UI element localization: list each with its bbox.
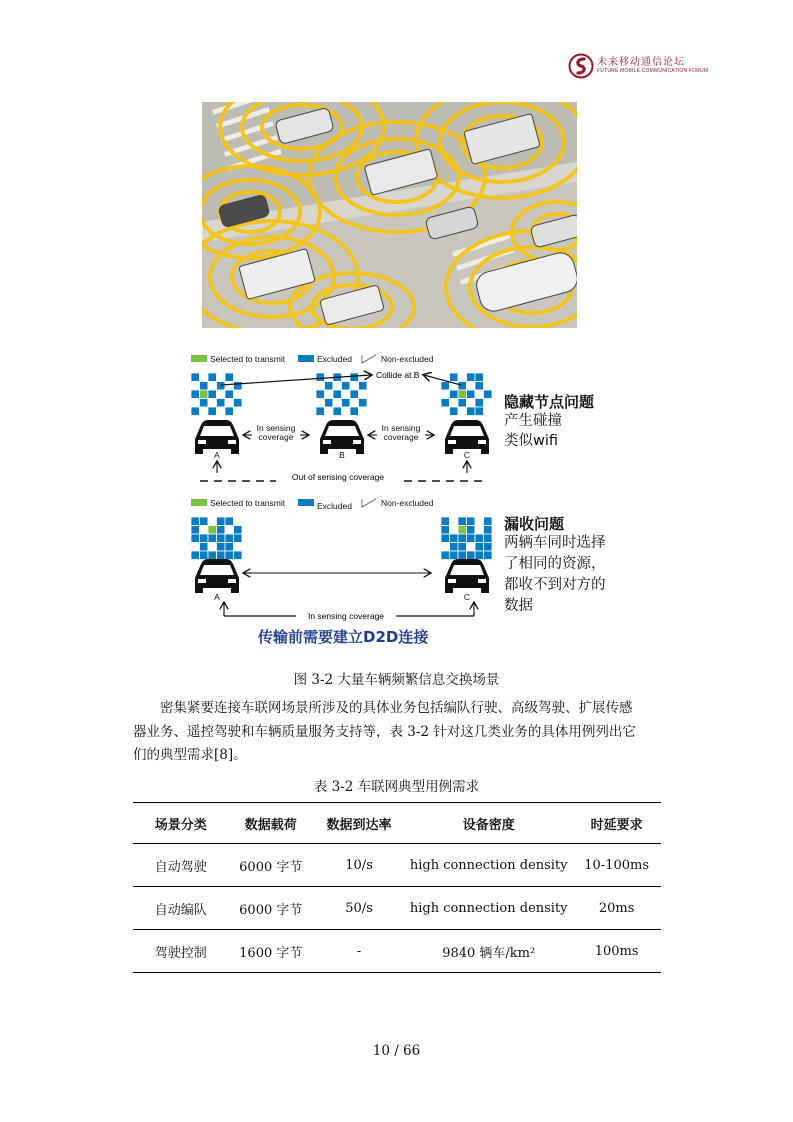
paragraph-line-1: 密集紧要连接车联网场景所涉及的具体业务包括编队行驶、高级驾驶、扩展传感 [160, 700, 633, 716]
resource-cell [441, 526, 450, 535]
resource-cell [325, 382, 334, 391]
resource-cell [467, 390, 476, 399]
table-cell: - [313, 930, 405, 973]
traffic-illustration [202, 102, 577, 328]
resource-cell [208, 551, 217, 560]
resource-cell [208, 534, 217, 543]
resource-cell [234, 551, 243, 560]
resource-cell [333, 399, 342, 408]
car-c-bottom [445, 559, 489, 593]
resource-cell [200, 390, 209, 399]
resource-cell [316, 399, 325, 408]
resource-cell [316, 390, 325, 399]
header-latency: 时延要求 [572, 803, 661, 844]
table-cell: 10/s [313, 844, 405, 887]
resource-grid-a [191, 373, 242, 416]
resource-cell [208, 390, 217, 399]
table-cell: 10-100ms [572, 844, 661, 887]
resource-cell [467, 534, 476, 543]
resource-cell [225, 407, 234, 416]
missed-reception-line-1: 两辆车同时选择 [504, 535, 606, 551]
resource-cell [467, 373, 476, 382]
resource-cell [467, 399, 476, 408]
table-cell: 自动编队 [133, 887, 229, 930]
resource-cell [325, 407, 334, 416]
resource-cell [441, 407, 450, 416]
resource-cell [200, 399, 209, 408]
resource-cell [225, 390, 234, 399]
resource-cell [359, 407, 368, 416]
legend-excluded-label: Excluded [317, 354, 352, 364]
resource-cell [200, 551, 209, 560]
forum-logo-icon [568, 53, 594, 79]
legend-selected-swatch [191, 355, 207, 362]
forum-logo [568, 52, 708, 82]
resource-cell [333, 407, 342, 416]
resource-cell [458, 373, 467, 382]
resource-cell [342, 399, 351, 408]
table-cell: 6000 字节 [229, 887, 313, 930]
node-c2-label: C [463, 592, 471, 602]
resource-cell [225, 517, 234, 526]
resource-cell [450, 390, 459, 399]
resource-cell [191, 390, 200, 399]
resource-cell [475, 534, 484, 543]
resource-cell [208, 373, 217, 382]
resource-cell [441, 399, 450, 408]
resource-cell [484, 390, 493, 399]
logo-en-text: FUTURE MOBILE COMMUNICATION FORUM [597, 68, 709, 74]
resource-cell [234, 526, 243, 535]
resource-cell [200, 373, 209, 382]
resource-cell [467, 382, 476, 391]
resource-cell [484, 551, 493, 560]
resource-cell [225, 382, 234, 391]
resource-cell [458, 551, 467, 560]
resource-cell [225, 534, 234, 543]
page-number: 10 / 66 [372, 1043, 421, 1059]
legend2-excluded-label: Excluded [317, 501, 352, 511]
header-payload: 数据载荷 [229, 803, 313, 844]
resource-cell [450, 543, 459, 552]
table-cell: 自动驾驶 [133, 844, 229, 887]
resource-cell [200, 534, 209, 543]
coverage-label-2a: In sensing [381, 423, 421, 433]
resource-cell [450, 534, 459, 543]
resource-cell [359, 390, 368, 399]
table-row [133, 844, 661, 887]
resource-cell [441, 534, 450, 543]
resource-cell [234, 517, 243, 526]
resource-cell [234, 407, 243, 416]
resource-cell [458, 382, 467, 391]
node-a2-label: A [214, 592, 220, 602]
missed-reception-line-3: 都收不到对方的 [504, 577, 606, 593]
legend2-nonexcluded-label: Non-excluded [381, 498, 434, 508]
resource-cell [191, 399, 200, 408]
table-cell: 50/s [313, 887, 405, 930]
resource-cell [450, 399, 459, 408]
resource-cell [450, 551, 459, 560]
coverage-label-1a: In sensing [256, 423, 296, 433]
table-caption: 表 3-2 车联网典型用例需求 [313, 779, 480, 795]
resource-cell [200, 382, 209, 391]
resource-grid-bottom-a [191, 517, 242, 560]
resource-cell [217, 551, 226, 560]
resource-cell [191, 373, 200, 382]
resource-cell [475, 517, 484, 526]
resource-cell [350, 407, 359, 416]
resource-cell [200, 407, 209, 416]
diagram-graphics [186, 345, 506, 650]
resource-cell [208, 543, 217, 552]
resource-cell [234, 382, 243, 391]
resource-cell [475, 407, 484, 416]
hidden-node-title: 隐藏节点问题 [504, 393, 595, 411]
resource-cell [191, 534, 200, 543]
legend-selected-label: Selected to transmit [210, 354, 286, 364]
legend-excluded-swatch [298, 355, 314, 362]
table-row [133, 887, 661, 930]
resource-cell [475, 390, 484, 399]
node-a-label: A [214, 450, 220, 460]
in-sensing-label: In sensing coverage [307, 611, 385, 621]
resource-cell [467, 551, 476, 560]
resource-cell [200, 517, 209, 526]
resource-cell [217, 526, 226, 535]
resource-cell [458, 407, 467, 416]
resource-grid-c [441, 373, 492, 416]
resource-cell [225, 543, 234, 552]
resource-cell [217, 543, 226, 552]
resource-cell [333, 382, 342, 391]
resource-cell [350, 382, 359, 391]
resource-cell [217, 373, 226, 382]
paragraph-line-3: 们的典型需求[8]。 [133, 747, 247, 763]
resource-cell [217, 390, 226, 399]
resource-cell [208, 407, 217, 416]
node-b-label: B [339, 450, 345, 460]
resource-cell [234, 543, 243, 552]
body-paragraph [133, 697, 663, 768]
header-scenario: 场景分类 [133, 803, 229, 844]
table-cell: high connection density [405, 887, 572, 930]
out-of-sensing-label: Out of sensing coverage [291, 472, 385, 482]
resource-cell [441, 517, 450, 526]
resource-cell [458, 517, 467, 526]
resource-cell [316, 382, 325, 391]
legend2-selected-label: Selected to transmit [210, 498, 286, 508]
logo-cn-text: 未来移动通信论坛 [597, 57, 685, 68]
coverage-label-2b: coverage [383, 432, 419, 442]
bottom-legend [191, 498, 434, 511]
table-cell: 100ms [572, 930, 661, 973]
resource-cell [225, 526, 234, 535]
resource-cell [217, 534, 226, 543]
paragraph-line-2: 器业务、遥控驾驶和车辆质量服务支持等，表 3-2 针对这几类业务的具体用例列出它 [133, 723, 636, 740]
resource-cell [333, 390, 342, 399]
resource-cell [475, 373, 484, 382]
resource-cell [191, 517, 200, 526]
car-c-top [445, 420, 489, 454]
car-a-bottom [195, 559, 239, 593]
resource-cell [325, 399, 334, 408]
resource-cell [458, 399, 467, 408]
resource-cell [208, 382, 217, 391]
resource-cell [350, 390, 359, 399]
resource-cell [450, 526, 459, 535]
table-cell: 20ms [572, 887, 661, 930]
resource-cell [342, 382, 351, 391]
table-row [133, 930, 661, 973]
missed-reception-title: 漏收问题 [504, 515, 565, 533]
figure-caption: 图 3-2 大量车辆频繁信息交换场景 [293, 672, 500, 688]
resource-cell [200, 543, 209, 552]
resource-cell [467, 517, 476, 526]
resource-cell [350, 399, 359, 408]
resource-cell [234, 373, 243, 382]
resource-cell [234, 534, 243, 543]
missed-reception-line-2: 了相同的资源， [504, 556, 606, 572]
resource-cell [191, 526, 200, 535]
header-density: 设备密度 [405, 803, 572, 844]
resource-cell [217, 407, 226, 416]
resource-cell [191, 407, 200, 416]
resource-cell [316, 373, 325, 382]
resource-cell [441, 382, 450, 391]
resource-cell [359, 399, 368, 408]
resource-cell [225, 399, 234, 408]
table-cell: 驾驶控制 [133, 930, 229, 973]
hidden-node-line-2: 类似wifi [504, 433, 559, 449]
resource-cell [350, 373, 359, 382]
resource-cell [234, 390, 243, 399]
car-a-top [195, 420, 239, 454]
resource-cell [467, 407, 476, 416]
resource-cell [441, 543, 450, 552]
resource-cell [208, 399, 217, 408]
resource-cell [225, 551, 234, 560]
resource-cell [450, 373, 459, 382]
resource-cell [217, 399, 226, 408]
legend-nonexcluded-swatch [362, 355, 376, 363]
resource-cell [342, 390, 351, 399]
table-header-row [133, 803, 661, 844]
resource-cell [484, 534, 493, 543]
car-b-top [320, 420, 364, 454]
resource-cell [441, 551, 450, 560]
resource-cell [475, 543, 484, 552]
resource-cell [225, 373, 234, 382]
resource-cell [191, 543, 200, 552]
resource-cell [458, 390, 467, 399]
resource-cell [484, 373, 493, 382]
resource-grid-bottom-c [441, 517, 492, 560]
resource-cell [484, 517, 493, 526]
table-cell: 9840 辆车/km² [405, 930, 572, 973]
resource-cell [234, 399, 243, 408]
resource-cell [458, 543, 467, 552]
resource-cell [325, 390, 334, 399]
table-cell: 6000 字节 [229, 844, 313, 887]
header-arrival-rate: 数据到达率 [313, 803, 405, 844]
resource-cell [475, 382, 484, 391]
resource-cell [458, 526, 467, 535]
top-legend [191, 354, 434, 364]
resource-cell [217, 517, 226, 526]
coverage-label-1b: coverage [258, 432, 294, 442]
resource-cell [450, 517, 459, 526]
requirements-table [133, 802, 661, 973]
resource-cell [191, 551, 200, 560]
resource-cell [208, 517, 217, 526]
resource-cell [475, 399, 484, 408]
table-cell: 1600 字节 [229, 930, 313, 973]
resource-cell [467, 543, 476, 552]
hidden-node-line-1: 产生碰撞 [504, 413, 562, 429]
resource-cell [484, 543, 493, 552]
d2d-note: 传输前需要建立D2D连接 [258, 628, 429, 646]
resource-cell [200, 526, 209, 535]
resource-cell [217, 382, 226, 391]
resource-grid-b [316, 373, 367, 416]
resource-cell [484, 526, 493, 535]
legend-nonexcluded-label: Non-excluded [381, 354, 434, 364]
node-c-label: C [463, 450, 471, 460]
missed-reception-line-4: 数据 [504, 598, 533, 614]
collide-label: Collide at B [376, 370, 420, 380]
resource-cell [484, 382, 493, 391]
resource-cell [467, 526, 476, 535]
resource-cell [316, 407, 325, 416]
resource-cell [475, 551, 484, 560]
sidelink-diagram [186, 345, 626, 650]
resource-cell [450, 407, 459, 416]
resource-cell [191, 382, 200, 391]
resource-cell [484, 399, 493, 408]
resource-cell [208, 526, 217, 535]
resource-cell [342, 407, 351, 416]
resource-cell [475, 526, 484, 535]
resource-cell [359, 382, 368, 391]
resource-cell [484, 407, 493, 416]
table-cell: high connection density [405, 844, 572, 887]
resource-cell [359, 373, 368, 382]
resource-cell [458, 534, 467, 543]
resource-cell [441, 390, 450, 399]
